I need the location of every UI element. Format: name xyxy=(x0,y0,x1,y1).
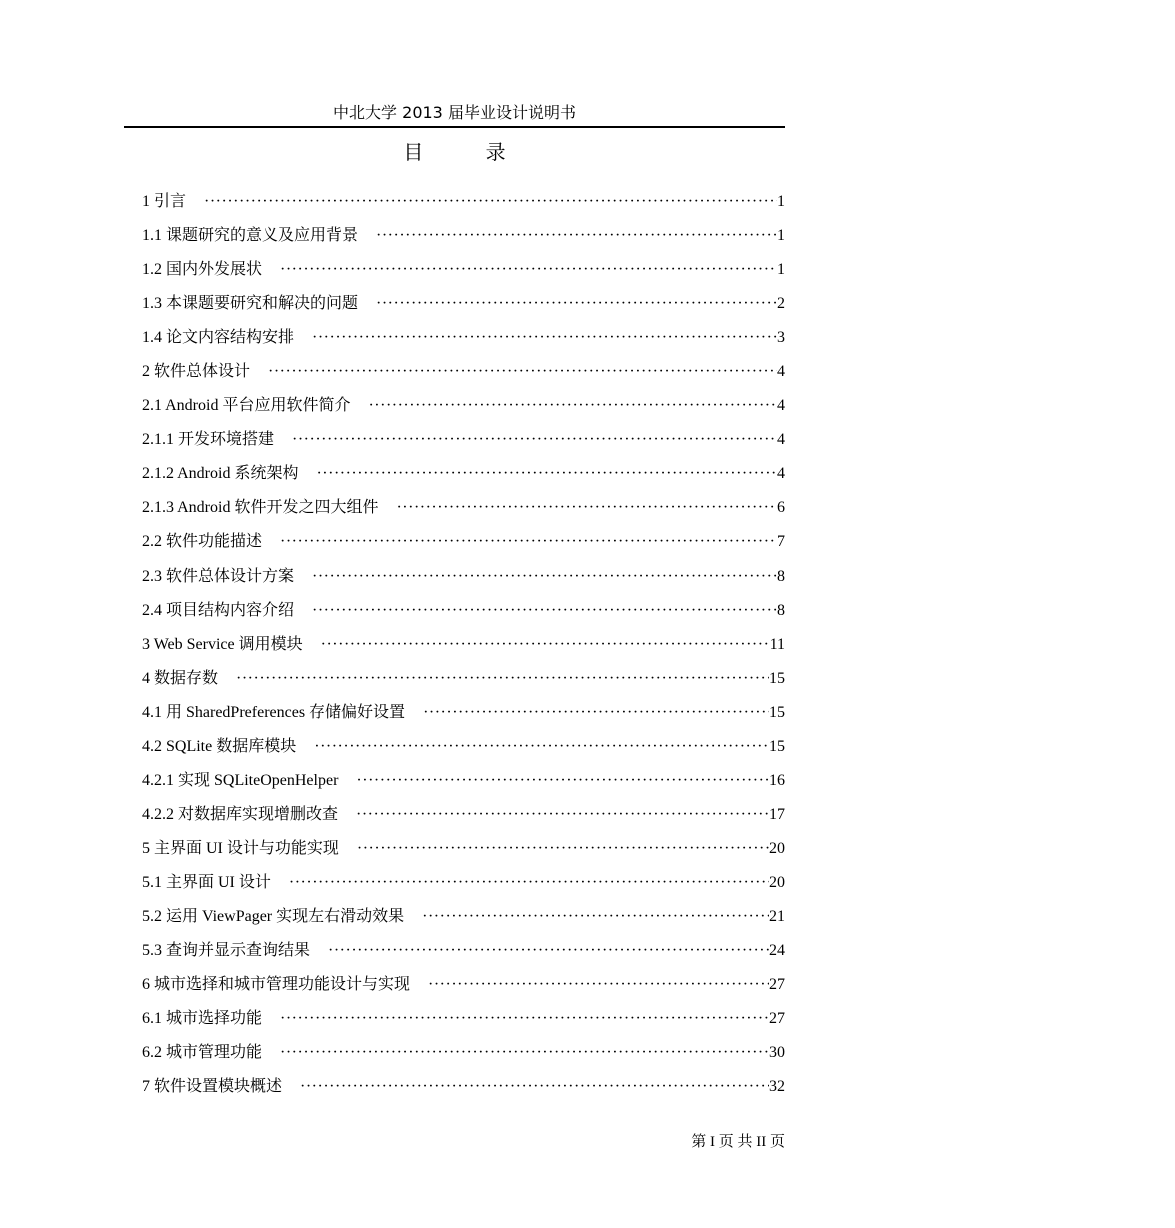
toc-entry-page: 11 xyxy=(769,635,785,653)
toc-entry-label: 2.1.3 Android 软件开发之四大组件 xyxy=(142,499,379,517)
dot-leader xyxy=(280,1037,769,1069)
toc-entry-label: 2.2 软件功能描述 xyxy=(142,533,263,551)
toc-title: 目 录 xyxy=(403,140,534,164)
toc-entry-page: 8 xyxy=(777,567,785,585)
toc-entry[interactable] xyxy=(142,901,785,935)
toc-entry[interactable] xyxy=(142,356,785,390)
toc-entry-page: 1 xyxy=(777,227,785,245)
toc-entry[interactable] xyxy=(142,390,785,424)
dot-leader xyxy=(376,288,777,320)
dot-leader xyxy=(292,424,777,456)
toc-entry-page: 4 xyxy=(777,397,785,415)
dot-leader xyxy=(328,935,769,967)
toc-entry-page: 17 xyxy=(769,805,785,823)
table-of-contents xyxy=(142,186,785,1105)
toc-entry[interactable] xyxy=(142,186,785,220)
toc-entry-page: 1 xyxy=(777,193,785,210)
toc-entry-page: 24 xyxy=(769,942,785,960)
toc-entry-label: 2.1.2 Android 系统架构 xyxy=(142,465,299,483)
toc-entry-label: 5.3 查询并显示查询结果 xyxy=(142,942,311,960)
toc-entry-label: 4.1 用 SharedPreferences 存储偏好设置 xyxy=(142,703,406,721)
toc-entry[interactable] xyxy=(142,1037,785,1071)
toc-entry[interactable] xyxy=(142,288,785,322)
dot-leader xyxy=(236,663,769,695)
toc-entry-label: 4 数据存数 xyxy=(142,669,219,687)
toc-entry[interactable] xyxy=(142,867,785,901)
toc-entry-label: 5 主界面 UI 设计与功能实现 xyxy=(142,839,339,857)
toc-entry-label: 2 软件总体设计 xyxy=(142,363,251,381)
dot-leader xyxy=(356,799,769,831)
toc-entry-label: 2.3 软件总体设计方案 xyxy=(142,567,295,585)
toc-entry[interactable] xyxy=(142,765,785,799)
toc-entry[interactable] xyxy=(142,561,785,595)
toc-entry-page: 15 xyxy=(769,737,785,755)
toc-entry[interactable] xyxy=(142,220,785,254)
toc-entry-page: 30 xyxy=(769,1044,785,1062)
toc-entry-page: 1 xyxy=(777,261,785,279)
toc-entry-label: 6.1 城市选择功能 xyxy=(142,1010,263,1028)
toc-entry-label: 1 引言 xyxy=(142,193,187,210)
toc-entry-label: 4.2.1 实现 SQLiteOpenHelper xyxy=(142,771,339,789)
toc-entry-page: 32 xyxy=(769,1078,785,1096)
toc-entry[interactable] xyxy=(142,1071,785,1105)
toc-entry[interactable] xyxy=(142,833,785,867)
toc-entry[interactable] xyxy=(142,595,785,629)
toc-entry-page: 7 xyxy=(777,533,785,551)
toc-entry[interactable] xyxy=(142,322,785,356)
toc-entry-label: 4.2.2 对数据库实现增删改查 xyxy=(142,805,339,823)
toc-entry-label: 4.2 SQLite 数据库模块 xyxy=(142,737,297,755)
dot-leader xyxy=(376,220,777,252)
dot-leader xyxy=(396,492,777,524)
toc-entry[interactable] xyxy=(142,629,785,663)
toc-entry-label: 1.1 课题研究的意义及应用背景 xyxy=(142,227,359,245)
dot-leader xyxy=(300,1071,769,1103)
toc-entry[interactable] xyxy=(142,697,785,731)
header-rule xyxy=(124,126,785,128)
dot-leader xyxy=(314,731,769,763)
toc-entry-label: 1.2 国内外发展状 xyxy=(142,261,263,279)
toc-entry-page: 4 xyxy=(777,363,785,381)
toc-entry[interactable] xyxy=(142,663,785,697)
dot-leader xyxy=(204,186,777,218)
dot-leader xyxy=(357,833,769,865)
toc-entry-page: 3 xyxy=(777,329,785,347)
toc-entry[interactable] xyxy=(142,799,785,833)
toc-entry-page: 20 xyxy=(769,839,785,857)
dot-leader xyxy=(422,901,769,933)
dot-leader xyxy=(312,322,777,354)
toc-entry-page: 4 xyxy=(777,465,785,483)
toc-entry-label: 1.4 论文内容结构安排 xyxy=(142,329,295,347)
toc-entry-label: 7 软件设置模块概述 xyxy=(142,1078,283,1096)
toc-entry-page: 15 xyxy=(769,669,785,687)
dot-leader xyxy=(268,356,777,388)
toc-entry-label: 6 城市选择和城市管理功能设计与实现 xyxy=(142,976,411,994)
dot-leader xyxy=(356,765,769,797)
toc-entry[interactable] xyxy=(142,458,785,492)
toc-entry[interactable] xyxy=(142,526,785,560)
dot-leader xyxy=(321,629,770,661)
dot-leader xyxy=(423,697,769,729)
dot-leader xyxy=(368,390,777,422)
toc-entry-page: 27 xyxy=(769,976,785,994)
toc-entry-page: 27 xyxy=(769,1010,785,1028)
dot-leader xyxy=(428,969,769,1001)
toc-entry[interactable] xyxy=(142,969,785,1003)
toc-entry-page: 21 xyxy=(769,907,785,925)
toc-entry[interactable] xyxy=(142,424,785,458)
dot-leader xyxy=(280,526,777,558)
toc-entry-page: 20 xyxy=(769,873,785,891)
toc-entry[interactable] xyxy=(142,492,785,526)
toc-entry-label: 2.1 Android 平台应用软件简介 xyxy=(142,397,351,415)
toc-entry[interactable] xyxy=(142,731,785,765)
toc-entry-label: 1.3 本课题要研究和解决的问题 xyxy=(142,295,359,313)
toc-entry-page: 4 xyxy=(777,431,785,449)
dot-leader xyxy=(289,867,769,899)
toc-entry-page: 16 xyxy=(769,771,785,789)
running-header: 中北大学 2013 届毕业设计说明书 xyxy=(333,103,576,122)
toc-entry[interactable] xyxy=(142,935,785,969)
toc-entry-label: 2.4 项目结构内容介绍 xyxy=(142,601,295,619)
dot-leader xyxy=(312,595,777,627)
toc-entry[interactable] xyxy=(142,1003,785,1037)
toc-entry-page: 6 xyxy=(777,499,785,517)
toc-entry-label: 6.2 城市管理功能 xyxy=(142,1044,263,1062)
dot-leader xyxy=(312,561,777,593)
toc-entry-label: 5.1 主界面 UI 设计 xyxy=(142,873,271,891)
dot-leader xyxy=(316,458,777,490)
toc-entry-page: 8 xyxy=(777,601,785,619)
toc-entry[interactable] xyxy=(142,254,785,288)
toc-entry-label: 3 Web Service 调用模块 xyxy=(142,635,303,653)
toc-entry-page: 15 xyxy=(769,703,785,721)
dot-leader xyxy=(280,1003,769,1035)
page-number-footer: 第 I 页 共 II 页 xyxy=(691,1134,785,1150)
dot-leader xyxy=(280,254,777,286)
toc-entry-label: 2.1.1 开发环境搭建 xyxy=(142,431,275,449)
toc-entry-label: 5.2 运用 ViewPager 实现左右滑动效果 xyxy=(142,907,405,925)
toc-entry-page: 2 xyxy=(777,295,785,313)
